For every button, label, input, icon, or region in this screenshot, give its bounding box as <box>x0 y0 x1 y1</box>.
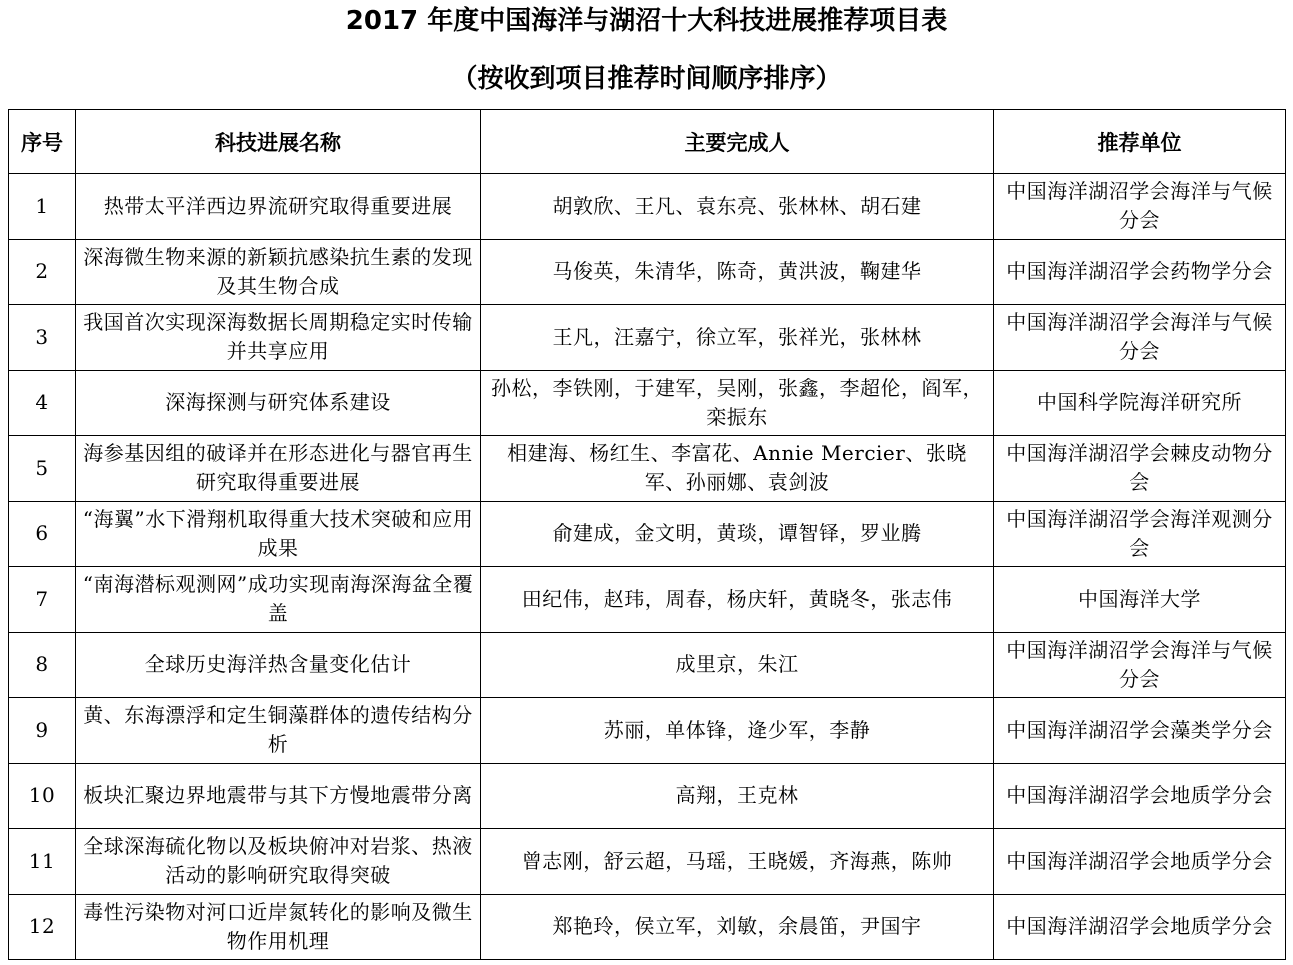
table-row <box>9 239 1286 305</box>
main-contributors: 相建海、杨红生、李富花、Annie Mercier、张晓军、孙丽娜、袁剑波 <box>481 436 994 502</box>
project-name: “南海潜标观测网”成功实现南海深海盆全覆盖 <box>76 567 481 633</box>
row-number: 6 <box>9 501 76 567</box>
table-row <box>9 305 1286 371</box>
main-contributors: 孙松，李铁刚，于建军，吴刚，张鑫，李超伦，阎军，栾振东 <box>481 370 994 436</box>
row-number: 2 <box>9 239 76 305</box>
row-number: 10 <box>9 763 76 829</box>
recommending-unit: 中国海洋湖沼学会地质学分会 <box>994 894 1286 960</box>
row-number: 12 <box>9 894 76 960</box>
header-project-name: 科技进展名称 <box>76 110 481 174</box>
project-name: 深海探测与研究体系建设 <box>76 370 481 436</box>
project-name: 全球深海硫化物以及板块俯冲对岩浆、热液活动的影响研究取得突破 <box>76 829 481 895</box>
project-name: 海参基因组的破译并在形态进化与器官再生研究取得重要进展 <box>76 436 481 502</box>
header-main-contributors: 主要完成人 <box>481 110 994 174</box>
project-name: “海翼”水下滑翔机取得重大技术突破和应用成果 <box>76 501 481 567</box>
main-contributors: 俞建成，金文明，黄琰，谭智铎，罗业腾 <box>481 501 994 567</box>
recommending-unit: 中国海洋湖沼学会海洋观测分会 <box>994 501 1286 567</box>
main-contributors: 胡敦欣、王凡、袁东亮、张林林、胡石建 <box>481 174 994 240</box>
header-number: 序号 <box>9 110 76 174</box>
row-number: 7 <box>9 567 76 633</box>
main-contributors: 王凡，汪嘉宁，徐立军，张祥光，张林林 <box>481 305 994 371</box>
recommendation-table <box>8 109 1286 960</box>
row-number: 8 <box>9 632 76 698</box>
table-header-row <box>9 110 1286 174</box>
main-contributors: 成里京，朱江 <box>481 632 994 698</box>
table-row <box>9 567 1286 633</box>
table-row <box>9 370 1286 436</box>
project-name: 毒性污染物对河口近岸氮转化的影响及微生物作用机理 <box>76 894 481 960</box>
main-contributors: 田纪伟，赵玮，周春，杨庆轩，黄晓冬，张志伟 <box>481 567 994 633</box>
page-subtitle: （按收到项目推荐时间顺序排序） <box>451 64 842 94</box>
project-name: 全球历史海洋热含量变化估计 <box>76 632 481 698</box>
project-name: 深海微生物来源的新颖抗感染抗生素的发现及其生物合成 <box>76 239 481 305</box>
recommending-unit: 中国海洋湖沼学会药物学分会 <box>994 239 1286 305</box>
recommending-unit: 中国海洋湖沼学会棘皮动物分会 <box>994 436 1286 502</box>
recommending-unit: 中国海洋湖沼学会地质学分会 <box>994 829 1286 895</box>
table-row <box>9 174 1286 240</box>
main-contributors: 马俊英，朱清华，陈奇，黄洪波，鞠建华 <box>481 239 994 305</box>
main-contributors: 高翔，王克林 <box>481 763 994 829</box>
recommending-unit: 中国海洋湖沼学会海洋与气候分会 <box>994 305 1286 371</box>
recommending-unit: 中国海洋湖沼学会地质学分会 <box>994 763 1286 829</box>
row-number: 9 <box>9 698 76 764</box>
row-number: 3 <box>9 305 76 371</box>
table-row <box>9 763 1286 829</box>
row-number: 1 <box>9 174 76 240</box>
main-contributors: 苏丽，单体锋，逄少军，李静 <box>481 698 994 764</box>
recommending-unit: 中国海洋湖沼学会海洋与气候分会 <box>994 632 1286 698</box>
row-number: 5 <box>9 436 76 502</box>
table-row <box>9 632 1286 698</box>
project-name: 黄、东海漂浮和定生铜藻群体的遗传结构分析 <box>76 698 481 764</box>
recommending-unit: 中国科学院海洋研究所 <box>994 370 1286 436</box>
table-row <box>9 698 1286 764</box>
table-row <box>9 829 1286 895</box>
row-number: 11 <box>9 829 76 895</box>
page-title: 2017 年度中国海洋与湖沼十大科技进展推荐项目表 <box>345 6 948 36</box>
table-row <box>9 501 1286 567</box>
header-recommending-unit: 推荐单位 <box>994 110 1286 174</box>
project-name: 热带太平洋西边界流研究取得重要进展 <box>76 174 481 240</box>
project-name: 我国首次实现深海数据长周期稳定实时传输并共享应用 <box>76 305 481 371</box>
table-row <box>9 894 1286 960</box>
project-name: 板块汇聚边界地震带与其下方慢地震带分离 <box>76 763 481 829</box>
main-contributors: 曾志刚，舒云超，马瑶，王晓媛，齐海燕，陈帅 <box>481 829 994 895</box>
main-contributors: 郑艳玲，侯立军，刘敏，余晨笛，尹国宇 <box>481 894 994 960</box>
row-number: 4 <box>9 370 76 436</box>
recommending-unit: 中国海洋湖沼学会海洋与气候分会 <box>994 174 1286 240</box>
recommending-unit: 中国海洋大学 <box>994 567 1286 633</box>
recommending-unit: 中国海洋湖沼学会藻类学分会 <box>994 698 1286 764</box>
table-row <box>9 436 1286 502</box>
